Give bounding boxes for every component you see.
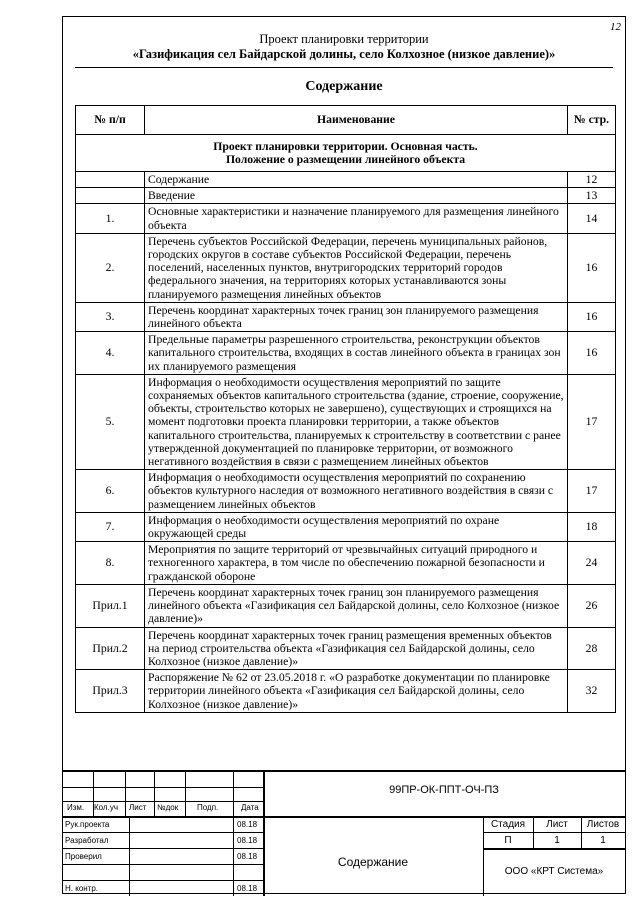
cell-page: 16 [568,233,616,302]
section-row [76,135,616,172]
cell-name: Мероприятия по защите территорий от чрезвычайных ситуаций природного и техногенного характера, в том числе по обеспечению пожарной безопасности и гражданской обороне [145,542,568,585]
table-row [76,302,616,331]
cell-num: 6. [76,470,145,513]
cell-num: 5. [76,374,145,469]
document-code: 99ПР-ОК-ППТ-ОЧ-ПЗ [389,784,499,796]
title-block [63,770,625,896]
table-row [76,374,616,469]
cell-page: 24 [568,542,616,585]
table-row [76,188,616,204]
col-num-header: № п/п [76,106,145,135]
cell-name: Перечень координат характерных точек границ зон планируемого размещения линейного объекта «Газификация сел Байдарской долины, село Колхозное (низкое давление)» [145,584,568,627]
cell-name: Предельные параметры разрешенного строительства, реконструкции объектов капитального строительства, входящих в состав линейного объекта в границах зон их планируемого размещения [145,332,568,375]
table-row [76,204,616,233]
date-nkontr: 08.18 [237,884,258,893]
col-name-header: Наименование [145,106,568,135]
table-row [76,542,616,585]
date-razrabotal: 08.18 [237,836,258,845]
page-frame [62,16,626,894]
header-divider [75,67,613,68]
col-ndok-label: №док [157,803,179,812]
cell-name: Информация о необходимости осуществления мероприятий по защите сохраняемых объектов капитального строительства (здание, строение, сооружение, объекты, строительство которых не завершено), существующих и строящихся на момент подготовки проекта планировки территории, а также объектов капитального строительства, планируемых к строительству в соответствии с ранее утвержденной документацией по планировке территории, от возможного негативного воздействия в связи с размещением линейных объектов [145,374,568,469]
cell-name: Содержание [145,172,568,188]
role-proveril: Проверил [65,852,102,861]
table-row [76,584,616,627]
cell-page: 18 [568,512,616,541]
cell-name: Перечень координат характерных точек границ зон планируемого размещения линейного объекта [145,302,568,331]
cell-page: 13 [568,188,616,204]
document-title: Содержание [337,855,409,869]
table-row [76,512,616,541]
cell-page: 16 [568,332,616,375]
cell-page: 32 [568,670,616,713]
role-nkontr: Н. контр. [65,884,99,893]
cell-page: 14 [568,204,616,233]
cell-name: Информация о необходимости осуществления мероприятий по сохранению объектов культурного наследия от возможного негативного воздействия в связи с размещением линейных объектов [145,470,568,513]
cell-page: 17 [568,374,616,469]
date-proveril: 08.18 [237,852,258,861]
cell-name: Перечень субъектов Российской Федерации, перечень муниципальных районов, городских округов в составе субъектов Российской Федерации, перечень поселений, населенных пунктов, внутригородских территорий городов федерального значения, на территориях которых устанавливаются зоны планируемого размещения линейных объектов [145,233,568,302]
cell-page: 26 [568,584,616,627]
sheet-value: 1 [554,835,560,846]
table-row [76,233,616,302]
sheet-label: Лист [546,819,568,830]
cell-page: 12 [568,172,616,188]
col-list-label: Лист [129,803,147,812]
cell-num: 8. [76,542,145,585]
role-razrabotal: Разработал [65,836,109,845]
section-title [76,135,616,172]
contents-table [75,105,616,713]
cell-num: 1. [76,204,145,233]
date-rukproekta: 08.18 [237,820,258,829]
cell-num [76,188,145,204]
page-title: Содержание [305,79,383,94]
organization: ООО «КРТ Система» [504,866,604,877]
header-line-1: Проект планировки территории [259,32,429,46]
cell-name: Основные характеристики и назначение планируемого для размещения линейного объекта [145,204,568,233]
cell-num: Прил.3 [76,670,145,713]
table-row [76,670,616,713]
cell-page: 28 [568,627,616,670]
table-row [76,332,616,375]
cell-name: Распоряжение № 62 от 23.05.2018 г. «О разработке документации по планировке территории линейного объекта «Газификация сел Байдарской долины, село Колхозное (низкое давление)» [145,670,568,713]
cell-name: Введение [145,188,568,204]
section-title-line-1: Проект планировки территории. Основная часть. [213,139,478,153]
cell-num: 3. [76,302,145,331]
cell-name: Информация о необходимости осуществления мероприятий по охране окружающей среды [145,512,568,541]
col-izm-label: Изм. [67,803,85,812]
section-title-line-2: Положение о размещении линейного объекта [225,153,466,166]
col-podp-label: Подп. [197,803,219,812]
header-line-2: «Газификация сел Байдарской долины, село Колхозное (низкое давление)» [132,47,556,61]
sheets-value: 1 [600,835,606,846]
table-row [76,470,616,513]
cell-num: 7. [76,512,145,541]
sheets-label: Листов [586,819,620,830]
stage-label: Стадия [490,819,526,830]
table-header-row [76,106,616,135]
role-rukproekta: Рук.проекта [65,820,110,829]
col-data-label: Дата [241,803,259,812]
page-number: 12 [610,21,621,33]
col-kol-label: Кол.уч [94,803,118,812]
table-row [76,172,616,188]
cell-num: 4. [76,332,145,375]
cell-num: Прил.2 [76,627,145,670]
stage-value: П [504,835,512,846]
table-row [76,627,616,670]
col-page-header: № стр. [568,106,616,135]
cell-num [76,172,145,188]
cell-page: 16 [568,302,616,331]
cell-num: Прил.1 [76,584,145,627]
cell-num: 2. [76,233,145,302]
cell-page: 17 [568,470,616,513]
cell-name: Перечень координат характерных точек границ размещения временных объектов на период строительства объекта «Газификация сел Байдарской долины, село Колхозное (низкое давление)» [145,627,568,670]
